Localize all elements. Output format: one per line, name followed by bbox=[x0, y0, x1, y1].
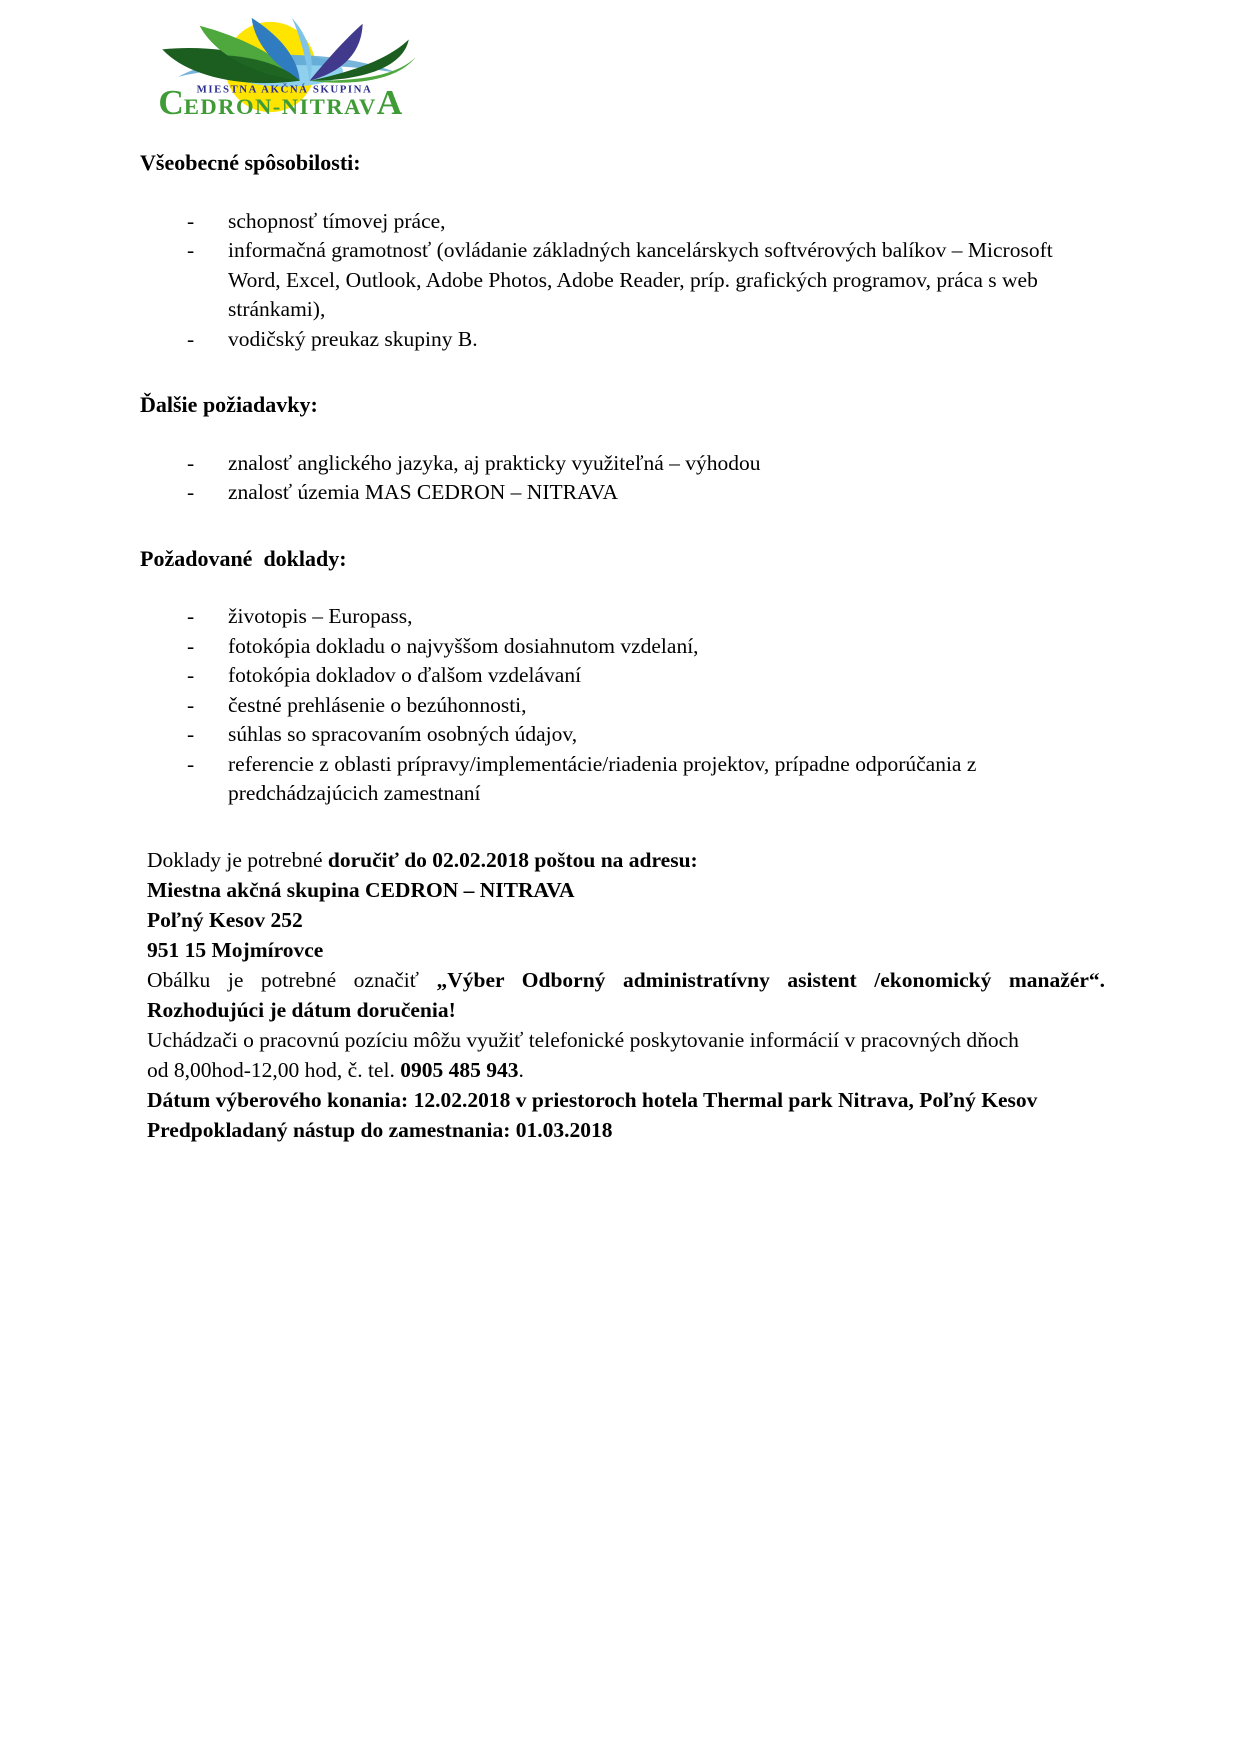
logo-subtitle-text: MIESTNA AKČNÁ SKUPINA bbox=[196, 83, 373, 96]
text-segment: Predpokladaný nástup do zamestnania: 01.03.2018 bbox=[147, 1117, 613, 1142]
paragraph-line bbox=[147, 1085, 1105, 1115]
text-segment: doručiť do 02.02.2018 poštou na adresu: bbox=[327, 847, 698, 872]
logo bbox=[148, 12, 426, 122]
list-item: - referencie z oblasti prípravy/implementácie/riadenia projektov, prípadne odporúčania z predchádzajúcich zamestnaní bbox=[140, 750, 1105, 809]
list-item: - súhlas so spracovaním osobných údajov, bbox=[140, 720, 1105, 750]
text-segment: od 8,00hod-12,00 hod, č. tel. bbox=[147, 1057, 401, 1082]
list-item: - schopnosť tímovej práce, bbox=[140, 207, 1105, 237]
paragraph-line bbox=[147, 935, 1105, 965]
list-item: - životopis – Europass, bbox=[140, 602, 1105, 632]
text-segment: Doklady je potrebné bbox=[147, 847, 328, 872]
text-segment: . bbox=[518, 1057, 524, 1082]
paragraph-line bbox=[147, 965, 1105, 995]
other-requirements-list bbox=[140, 449, 1105, 508]
text-segment: Miestna akčná skupina CEDRON – NITRAVA bbox=[147, 877, 575, 902]
paragraph-line bbox=[147, 875, 1105, 905]
text-segment: 0905 485 943 bbox=[400, 1057, 519, 1082]
paragraph-line bbox=[147, 845, 1105, 875]
list-item: - znalosť územia MAS CEDRON – NITRAVA bbox=[140, 478, 1105, 508]
required-documents-list bbox=[140, 602, 1105, 809]
text-segment: Poľný Kesov 252 bbox=[147, 907, 303, 932]
logo-graphic bbox=[148, 12, 426, 122]
section-heading-other-requirements: Ďalšie požiadavky: bbox=[140, 392, 318, 417]
logo-wordmark-initial: C bbox=[158, 82, 184, 122]
closing-block bbox=[140, 845, 1105, 1145]
paragraph-line bbox=[147, 995, 1105, 1025]
text-segment: „Výber Odborný administratívny asistent /ekonomický manažér“. bbox=[436, 967, 1105, 992]
text-segment: Dátum výberového konania: 12.02.2018 v priestoroch hotela Thermal park Nitrava, Poľný Kesov bbox=[147, 1087, 1038, 1112]
logo-wordmark-final: A bbox=[376, 82, 403, 122]
text-segment: Obálku je potrebné označiť bbox=[147, 967, 437, 992]
general-competencies-list bbox=[140, 207, 1105, 355]
list-item: - informačná gramotnosť (ovládanie základných kancelárskych softvérových balíkov – Microsoft Word, Excel, Outlook, Adobe Photos, Adobe Reader, príp. grafických programov, práca s web stránkami), bbox=[140, 236, 1105, 325]
list-item: - fotokópia dokladu o najvyššom dosiahnutom vzdelaní, bbox=[140, 632, 1105, 662]
section-heading-required-documents: Požadované doklady: bbox=[140, 545, 347, 571]
text-segment: Rozhodujúci je dátum doručenia! bbox=[147, 997, 456, 1022]
paragraph-line bbox=[147, 905, 1105, 935]
paragraph-line bbox=[147, 1025, 1105, 1055]
list-item: - čestné prehlásenie o bezúhonnosti, bbox=[140, 691, 1105, 721]
list-item: - znalosť anglického jazyka, aj prakticky využiteľná – výhodou bbox=[140, 449, 1105, 479]
list-item: - fotokópia dokladov o ďalšom vzdelávaní bbox=[140, 661, 1105, 691]
paragraph-line bbox=[147, 1055, 1105, 1085]
section-heading-general-competencies: Všeobecné spôsobilosti: bbox=[140, 150, 361, 175]
text-segment: Uchádzači o pracovnú pozíciu môžu využiť telefonické poskytovanie informácií v pracovných dňoch bbox=[147, 1027, 1019, 1052]
text-segment: 951 15 Mojmírovce bbox=[147, 937, 324, 962]
paragraph-line bbox=[147, 1115, 1105, 1145]
list-item: - vodičský preukaz skupiny B. bbox=[140, 325, 1105, 355]
logo-wordmark-middle: EDRON-NITRAV bbox=[183, 94, 377, 120]
